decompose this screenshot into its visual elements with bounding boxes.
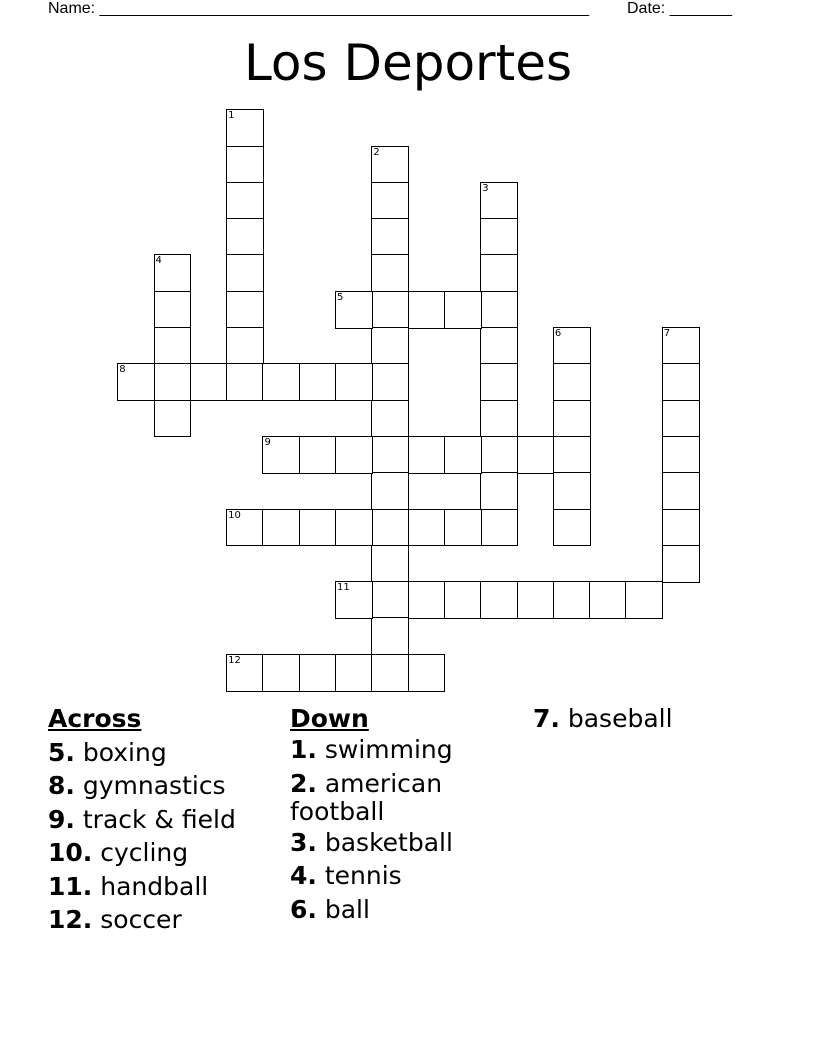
crossword-cell[interactable] — [154, 363, 192, 401]
crossword-cell[interactable] — [371, 509, 409, 547]
crossword-cell[interactable] — [480, 472, 518, 510]
crossword-cell[interactable] — [371, 363, 409, 401]
crossword-cell[interactable] — [553, 400, 591, 438]
crossword-cell[interactable] — [480, 218, 518, 256]
crossword-cell[interactable] — [480, 581, 518, 619]
crossword-cell[interactable] — [371, 545, 409, 583]
crossword-cell[interactable] — [190, 363, 228, 401]
crossword-cell[interactable] — [262, 654, 300, 692]
clue-number: 5 — [337, 291, 344, 303]
crossword-cell[interactable] — [480, 509, 518, 547]
crossword-cell[interactable] — [480, 400, 518, 438]
across-clue: 11. handball — [48, 871, 209, 901]
crossword-cell[interactable] — [371, 182, 409, 220]
crossword-cell[interactable] — [517, 436, 555, 474]
crossword-cell[interactable] — [371, 472, 409, 510]
crossword-cell[interactable] — [480, 436, 518, 474]
crossword-cell[interactable] — [662, 472, 700, 510]
crossword-cell[interactable] — [299, 509, 337, 547]
down-clue: 6. ball — [290, 894, 370, 924]
crossword-cell[interactable] — [226, 654, 264, 692]
crossword-cell[interactable] — [226, 327, 264, 365]
down-clue: 3. basketball — [290, 827, 453, 857]
crossword-cell[interactable] — [226, 218, 264, 256]
crossword-cell[interactable] — [371, 327, 409, 365]
crossword-cell[interactable] — [444, 581, 482, 619]
down-clue: 1. swimming — [290, 734, 453, 764]
crossword-cell[interactable] — [480, 254, 518, 292]
crossword-cell[interactable] — [371, 291, 409, 329]
crossword-cell[interactable] — [444, 436, 482, 474]
crossword-cell[interactable] — [299, 436, 337, 474]
crossword-cell[interactable] — [226, 109, 264, 147]
page-title: Los Deportes — [243, 34, 573, 92]
crossword-cell[interactable] — [553, 327, 591, 365]
crossword-cell[interactable] — [371, 654, 409, 692]
crossword-cell[interactable] — [662, 363, 700, 401]
crossword-cell[interactable] — [625, 581, 663, 619]
across-clue: 5. boxing — [48, 737, 167, 767]
crossword-cell[interactable] — [553, 581, 591, 619]
crossword-cell[interactable] — [262, 436, 300, 474]
crossword-cell[interactable] — [408, 291, 446, 329]
crossword-cell[interactable] — [662, 509, 700, 547]
across-clue: 10. cycling — [48, 838, 189, 867]
crossword-cell[interactable] — [154, 400, 192, 438]
crossword-cell[interactable] — [335, 509, 373, 547]
crossword-cell[interactable] — [517, 581, 555, 619]
crossword-cell[interactable] — [408, 581, 446, 619]
crossword-cell[interactable] — [154, 291, 192, 329]
crossword-cell[interactable] — [408, 654, 446, 692]
crossword-cell[interactable] — [226, 182, 264, 220]
crossword-cell[interactable] — [662, 436, 700, 474]
crossword-cell[interactable] — [335, 363, 373, 401]
crossword-cell[interactable] — [335, 291, 373, 329]
crossword-cell[interactable] — [371, 400, 409, 438]
down-clue: 2. american football — [290, 768, 443, 826]
crossword-cell[interactable] — [262, 509, 300, 547]
clue-number: 8 — [119, 364, 126, 376]
clue-number: 11 — [337, 582, 350, 594]
down-clue: 7. baseball — [533, 704, 673, 733]
crossword-cell[interactable] — [553, 509, 591, 547]
down-heading: Down — [290, 704, 369, 733]
crossword-cell[interactable] — [371, 617, 409, 655]
down-clues — [290, 702, 520, 926]
crossword-cell[interactable] — [226, 146, 264, 184]
crossword-cell[interactable] — [117, 363, 155, 401]
crossword-cell[interactable] — [444, 509, 482, 547]
crossword-cell[interactable] — [226, 509, 264, 547]
clue-number: 7 — [663, 328, 671, 340]
crossword-cell[interactable] — [408, 509, 446, 547]
clue-number: 9 — [264, 436, 271, 448]
crossword-cell[interactable] — [480, 363, 518, 401]
crossword-cell[interactable] — [371, 436, 409, 474]
crossword-cell[interactable] — [371, 581, 409, 619]
crossword-cell[interactable] — [480, 327, 518, 365]
across-clue: 9. track & field — [48, 804, 236, 834]
crossword-cell[interactable] — [371, 146, 409, 184]
crossword-cell[interactable] — [371, 218, 409, 256]
crossword-cell[interactable] — [553, 436, 591, 474]
crossword-cell[interactable] — [589, 581, 627, 619]
crossword-cell[interactable] — [662, 327, 700, 365]
clue-number: 3 — [482, 182, 489, 194]
down-clues-continued — [533, 702, 763, 736]
across-clue: 8. gymnastics — [48, 771, 226, 800]
crossword-cell[interactable] — [335, 654, 373, 692]
crossword-cell[interactable] — [335, 581, 373, 619]
date-label: Date: — [627, 0, 666, 17]
crossword-cell[interactable] — [444, 291, 482, 329]
clue-number: 10 — [228, 509, 241, 521]
clue-number: 1 — [228, 110, 235, 122]
clue-number: 4 — [155, 255, 162, 267]
crossword-cell[interactable] — [553, 363, 591, 401]
crossword-cell[interactable] — [226, 363, 264, 401]
name-label: Name: — [48, 0, 96, 17]
clue-number: 6 — [554, 328, 562, 340]
crossword-cell[interactable] — [226, 291, 264, 329]
across-clues — [48, 702, 278, 937]
crossword-cell[interactable] — [662, 400, 700, 438]
crossword-cell[interactable] — [154, 327, 192, 365]
crossword-cell[interactable] — [154, 254, 192, 292]
crossword-cell[interactable] — [299, 363, 337, 401]
crossword-cell[interactable] — [226, 254, 264, 292]
across-clue: 12. soccer — [48, 905, 182, 934]
date-line[interactable]: _______ — [669, 0, 732, 17]
clue-number: 2 — [373, 146, 380, 158]
crossword-cell[interactable] — [408, 436, 446, 474]
clue-number: 12 — [228, 654, 241, 666]
name-line[interactable]: _______________________________________________________ — [99, 0, 589, 17]
crossword-cell[interactable] — [662, 545, 700, 583]
crossword-cell[interactable] — [335, 436, 373, 474]
crossword-cell[interactable] — [371, 254, 409, 292]
across-heading: Across — [48, 704, 142, 733]
crossword-cell[interactable] — [480, 291, 518, 329]
crossword-cell[interactable] — [553, 472, 591, 510]
crossword-cell[interactable] — [299, 654, 337, 692]
crossword-cell[interactable] — [480, 182, 518, 220]
crossword-cell[interactable] — [262, 363, 300, 401]
down-clue: 4. tennis — [290, 861, 402, 890]
